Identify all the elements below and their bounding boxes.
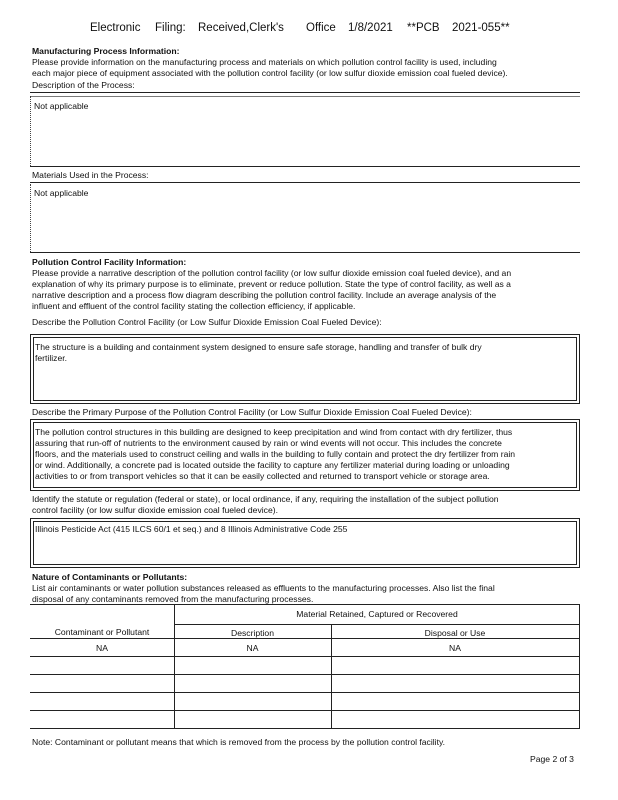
col-header-disposal: Disposal or Use <box>424 628 486 638</box>
row-1-contaminant: NA <box>96 643 108 653</box>
row-1-disposal: NA <box>449 643 461 653</box>
pcf-intro-4: influent and effluent of the control facility stating the collection efficiency, if applicable. <box>32 301 356 311</box>
purpose-line-1: The pollution control structures in this building are designed to keep precipitation and wind from contact with dry fertilizer, thus <box>35 427 513 437</box>
col-header-contaminant: Contaminant or Pollutant <box>54 627 150 637</box>
table-row-rule-2 <box>30 674 580 675</box>
footer-note: Note: Contaminant or pollutant means that which is removed from the process by the pollution control facility. <box>32 737 446 747</box>
statute-label-2: control facility (or low sulfur dioxide emission coal fueled device). <box>32 505 278 515</box>
contaminants-intro-2: disposal of any contaminants removed from the manufacturing processes. <box>32 594 314 604</box>
statute-value: Illinois Pesticide Act (415 ILCS 60/1 et seq.) and 8 Illinois Administrative Code 255 <box>35 524 348 534</box>
page-number: Page 2 of 3 <box>530 754 574 764</box>
materials-value: Not applicable <box>34 188 89 198</box>
statute-label-1: Identify the statute or regulation (federal or state), or local ordinance, if any, requiring the installation of the subject pollution <box>32 494 499 504</box>
header-date: 1/8/2021 <box>348 22 393 34</box>
table-row-rule-4 <box>30 710 580 711</box>
pcf-heading: Pollution Control Facility Information: <box>32 257 187 267</box>
pcf-intro-3: narrative description and a process flow diagram describing the pollution control facility. Include an average analysis of the <box>32 290 497 300</box>
mfg-intro-1: Please provide information on the manufacturing process and materials on which pollution control facility is used, including <box>32 57 497 67</box>
col-header-description: Description <box>231 628 274 638</box>
header-electronic: Electronic <box>90 22 141 34</box>
materials-top-rule <box>30 182 580 183</box>
materials-bottom-rule <box>30 252 580 253</box>
header-office: Office <box>306 22 336 34</box>
process-top-rule <box>30 92 580 93</box>
pcf-intro-2: explanation of why its primary purpose is to eliminate, prevent or reduce pollution. State the type of control facility, as well as a <box>32 279 511 289</box>
process-bottom-rule <box>30 166 580 167</box>
process-inner-rule <box>30 96 580 97</box>
table-row-rule-1 <box>30 656 580 657</box>
table-col-divider-2 <box>331 624 332 728</box>
purpose-line-5: activities to or from transport vehicles so that it can be easily collected and returned to transport vehicle or storage area. <box>35 471 490 481</box>
table-col-divider-1 <box>174 604 175 728</box>
row-1-description: NA <box>246 643 259 653</box>
process-value: Not applicable <box>34 101 89 111</box>
purpose-label: Describe the Primary Purpose of the Pollution Control Facility (or Low Sulfur Dioxide Emission Coal Fueled Device): <box>32 407 472 417</box>
header-docket: **PCB <box>407 22 440 34</box>
purpose-line-3: floors, and the materials used to construct ceiling and walls in the building to fully contain and protect the dry fertilizer from rain <box>35 449 516 459</box>
header-filing: Filing: <box>155 22 186 34</box>
purpose-line-2: assuring that run-off of nutrients to the environment caused by rain or wind events will not occur. This includes the concrete <box>35 438 502 448</box>
purpose-line-4: or wind. Additionally, a concrete pad is located outside the facility to capture any fertilizer material during loading or unloading <box>35 460 510 470</box>
header-number: 2021-055** <box>452 22 510 34</box>
contaminants-intro-1: List air contaminants or water pollution substances released as effluents to the manufacturing processes. Also list the final <box>32 583 495 593</box>
mfg-heading: Manufacturing Process Information: <box>32 46 180 56</box>
table-header-rule <box>30 638 580 639</box>
contaminants-heading: Nature of Contaminants or Pollutants: <box>32 572 188 582</box>
describe-line-1: The structure is a building and containment system designed to ensure safe storage, handling and transfer of bulk dry <box>35 342 482 352</box>
describe-label: Describe the Pollution Control Facility (or Low Sulfur Dioxide Emission Coal Fueled Device): <box>32 317 382 327</box>
materials-left-edge <box>30 184 33 252</box>
table-bottom-rule <box>30 728 580 729</box>
table-row-rule-3 <box>30 692 580 693</box>
header-received: Received,Clerk's <box>198 22 284 34</box>
table-group-rule <box>174 624 580 625</box>
process-left-edge <box>30 96 33 166</box>
process-label: Description of the Process: <box>32 80 135 90</box>
table-right-edge <box>579 604 580 728</box>
materials-label: Materials Used in the Process: <box>32 170 149 180</box>
table-top-rule <box>30 604 580 605</box>
pcf-intro-1: Please provide a narrative description of the pollution control facility (or low sulfur dioxide emission coal fueled device), and an <box>32 268 512 278</box>
table-group-header: Material Retained, Captured or Recovered <box>296 609 458 619</box>
describe-line-2: fertilizer. <box>35 353 67 363</box>
mfg-intro-2: each major piece of equipment associated with the pollution control facility (or low sulfur dioxide emission coal fueled device). <box>32 68 508 78</box>
